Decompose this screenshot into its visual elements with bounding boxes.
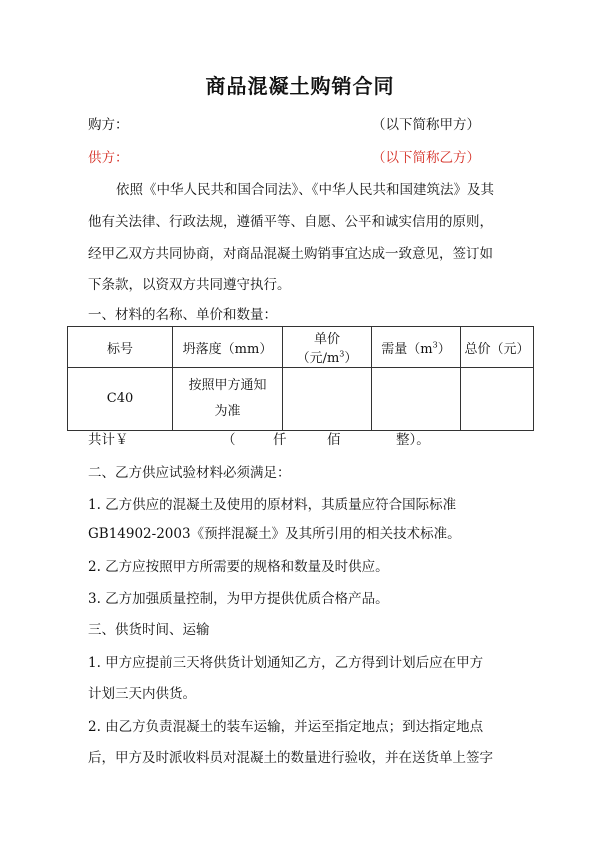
section-1-heading: 一、材料的名称、单价和数量： — [88, 307, 277, 323]
section-2-item-2: 2. 乙方应按照甲方所需要的规格和数量及时供应。 — [88, 559, 389, 575]
cell-slump: 按照甲方通知 为准 — [173, 368, 283, 431]
intro-line-1: 依照《中华人民共和国合同法》、《中华人民共和国建筑法》及其 — [116, 182, 494, 198]
section-3-heading: 三、供货时间、运输 — [88, 622, 210, 638]
seller-label: 供方： — [88, 150, 129, 166]
buyer-label: 购方： — [88, 117, 129, 133]
cell-unit-price — [283, 368, 372, 431]
table-header-row — [68, 327, 534, 368]
document-title: 商品混凝土购销合同 — [205, 74, 395, 98]
section-2-item-1-line-2: GB14902-2003《预拌混凝土》及其所引用的相关技术标准。 — [88, 526, 461, 542]
header-grade: 标号 — [68, 327, 173, 368]
header-total-price: 总价（元） — [461, 327, 534, 368]
section-2-item-1-line-1: 1. 乙方供应的混凝土及使用的原材料，其质量应符合国际标准 — [88, 497, 457, 513]
buyer-note: （以下简称甲方） — [372, 117, 480, 133]
seller-note: （以下简称乙方） — [372, 150, 480, 166]
section-2-item-3: 3. 乙方加强质量控制，为甲方提供优质合格产品。 — [88, 591, 389, 607]
table-row — [68, 368, 534, 431]
total-qian: 仟 — [273, 432, 287, 448]
header-slump: 坍落度（mm） — [173, 327, 283, 368]
cell-quantity — [372, 368, 461, 431]
cell-total-price — [461, 368, 534, 431]
total-bai: 佰 — [327, 432, 341, 448]
intro-line-4: 下条款，以资双方共同遵守执行。 — [88, 277, 291, 293]
total-open-paren: （ — [222, 432, 236, 448]
header-quantity: 需量$(m^3)$ — [372, 327, 461, 368]
materials-table — [67, 326, 534, 431]
section-3-item-1-line-1: 1. 甲方应提前三天将供货计划通知乙方，乙方得到计划后应在甲方 — [88, 655, 484, 671]
cell-grade: C40 — [68, 368, 173, 431]
section-3-item-1-line-2: 计划三天内供货。 — [88, 686, 196, 702]
intro-line-2: 他有关法律、行政法规，遵循平等、自愿、公平和诚实信用的原则， — [88, 214, 493, 230]
total-label: 共计￥ — [88, 432, 129, 448]
total-zheng: 整）。 — [396, 432, 430, 448]
section-3-item-2-line-1: 2. 由乙方负责混凝土的装车运输，并运至指定地点；到达指定地点 — [88, 719, 484, 735]
header-unit-price: 单价（元$/m^3$） — [283, 327, 372, 368]
section-2-heading: 二、乙方供应试验材料必须满足： — [88, 465, 291, 481]
section-3-item-2-line-2: 后，甲方及时派收料员对混凝土的数量进行验收，并在送货单上签字 — [88, 750, 493, 766]
intro-line-3: 经甲乙双方共同协商，对商品混凝土购销事宜达成一致意见，签订如 — [88, 246, 493, 262]
